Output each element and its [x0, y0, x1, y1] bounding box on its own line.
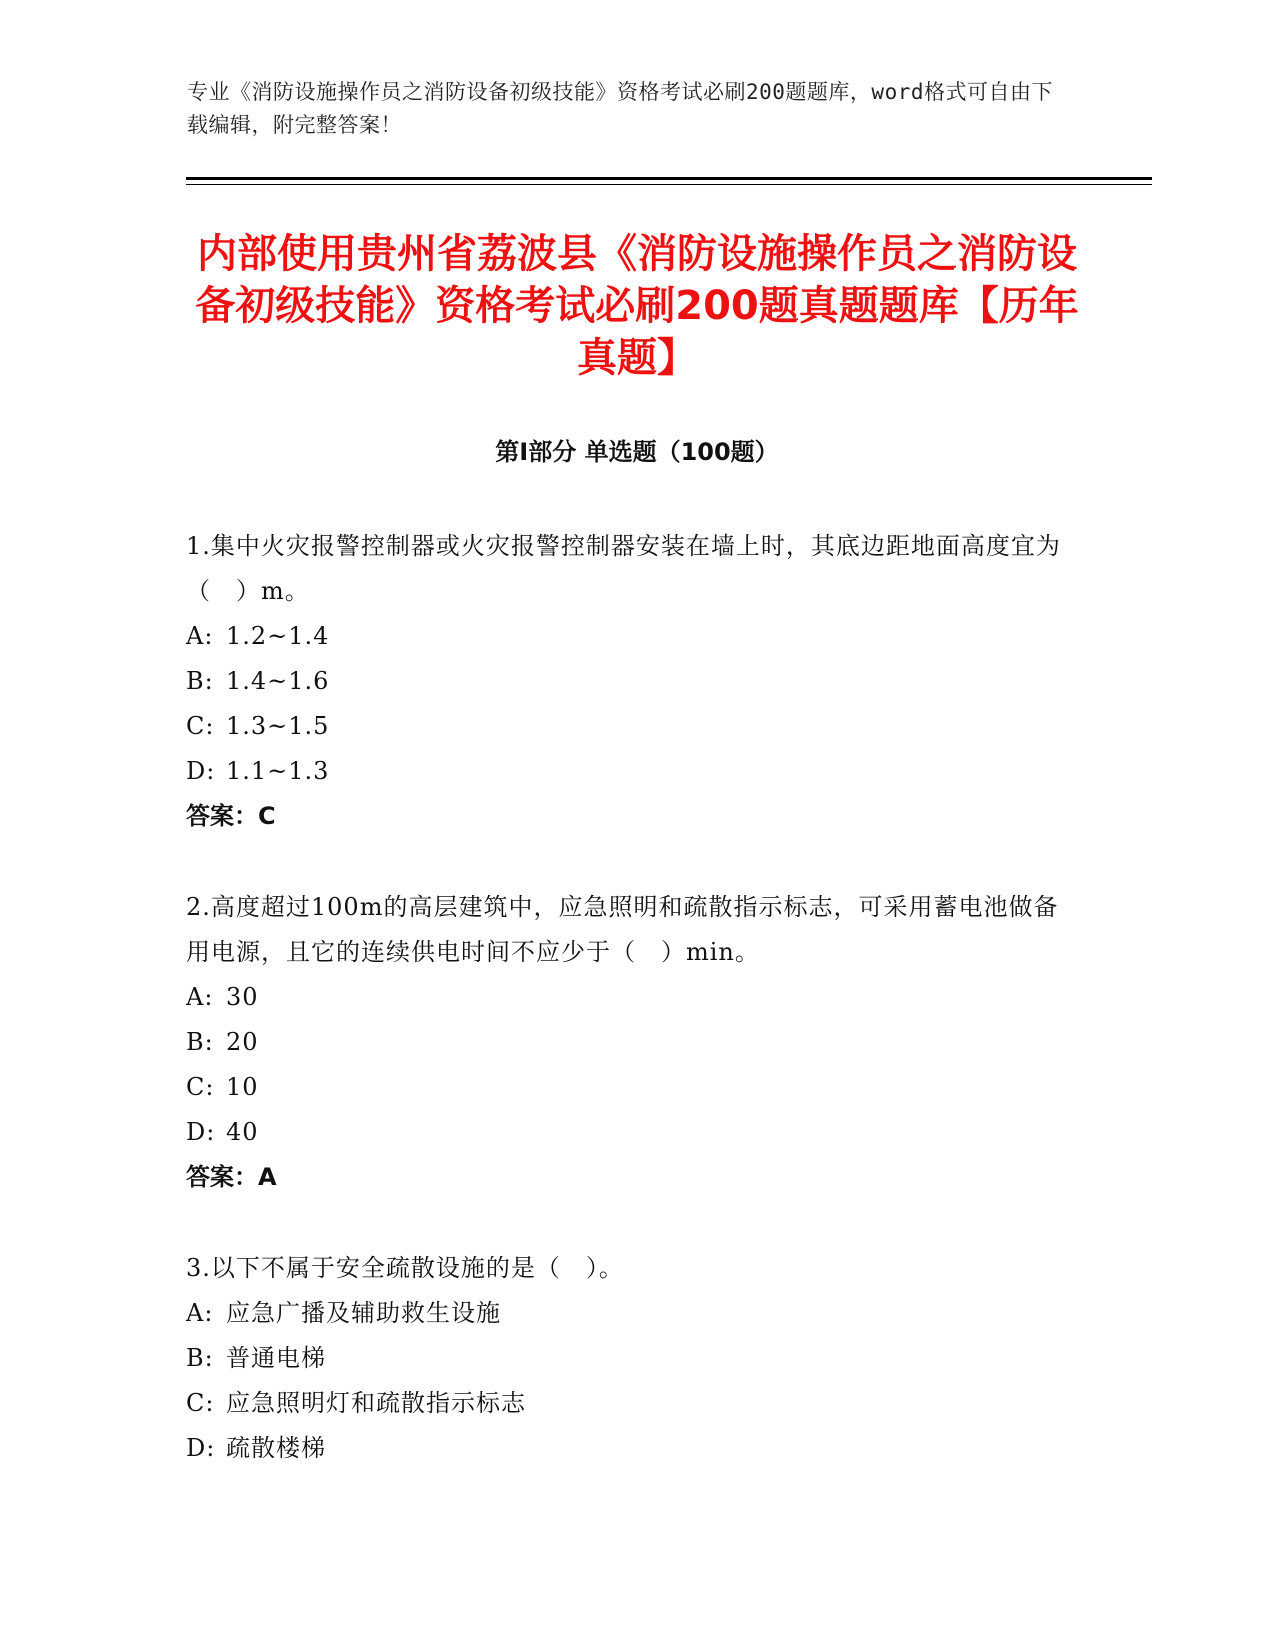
- question-stem: 1.集中火灾报警控制器或火灾报警控制器安装在墙上时，其底边距地面高度宜为（ ）m。: [186, 532, 1061, 605]
- question-1: [186, 524, 1066, 839]
- section-heading: 第Ⅰ部分 单选题（100题）: [495, 438, 779, 466]
- option-b: [186, 1336, 1066, 1381]
- option-c: [186, 1381, 1066, 1426]
- question-stem: 2.高度超过100m的高层建筑中，应急照明和疏散指示标志，可采用蓄电池做备用电源，且它的连续供电时间不应少于（ ）min。: [186, 893, 1059, 966]
- option-a: [186, 614, 1066, 659]
- option-key: D:: [186, 757, 216, 785]
- option-text: 1.3~1.5: [226, 712, 330, 740]
- option-c: [186, 704, 1066, 749]
- option-b: [186, 1020, 1066, 1065]
- option-key: B:: [186, 1028, 214, 1056]
- option-key: D:: [186, 1434, 216, 1462]
- option-text: 1.2~1.4: [226, 622, 330, 650]
- option-c: [186, 1065, 1066, 1110]
- document-title: 内部使用贵州省荔波县《消防设施操作员之消防设备初级技能》资格考试必刷200题真题题库【历年真题】: [195, 231, 1079, 381]
- option-d: [186, 1426, 1066, 1471]
- option-key: B:: [186, 667, 214, 695]
- question-2: [186, 885, 1066, 1200]
- option-d: [186, 1110, 1066, 1155]
- option-text: 应急照明灯和疏散指示标志: [226, 1389, 526, 1417]
- option-key: A:: [186, 983, 214, 1011]
- answer: 答案：A: [186, 1163, 277, 1191]
- option-text: 20: [226, 1028, 259, 1056]
- option-key: B:: [186, 1344, 214, 1372]
- option-a: [186, 1291, 1066, 1336]
- option-text: 应急广播及辅助救生设施: [226, 1299, 501, 1327]
- option-key: C:: [186, 1073, 215, 1101]
- option-text: 1.4~1.6: [226, 667, 330, 695]
- option-key: D:: [186, 1118, 216, 1146]
- option-key: A:: [186, 622, 214, 650]
- option-d: [186, 749, 1066, 794]
- answer: 答案：C: [186, 802, 276, 830]
- option-key: C:: [186, 712, 215, 740]
- option-text: 30: [226, 983, 259, 1011]
- question-3: [186, 1246, 1066, 1471]
- header-rule-thick: [186, 177, 1152, 180]
- option-key: C:: [186, 1389, 215, 1417]
- option-text: 普通电梯: [226, 1344, 326, 1372]
- header-note: 专业《消防设施操作员之消防设备初级技能》资格考试必刷200题题库，word格式可自由下载编辑，附完整答案！: [187, 80, 1053, 137]
- option-text: 疏散楼梯: [226, 1434, 326, 1462]
- option-text: 10: [226, 1073, 259, 1101]
- question-list: [186, 524, 1066, 1517]
- option-a: [186, 975, 1066, 1020]
- option-text: 1.1~1.3: [226, 757, 330, 785]
- option-key: A:: [186, 1299, 214, 1327]
- option-b: [186, 659, 1066, 704]
- header-rule-thin: [186, 184, 1152, 185]
- question-stem: 3.以下不属于安全疏散设施的是（ ）。: [186, 1254, 624, 1282]
- option-text: 40: [226, 1118, 259, 1146]
